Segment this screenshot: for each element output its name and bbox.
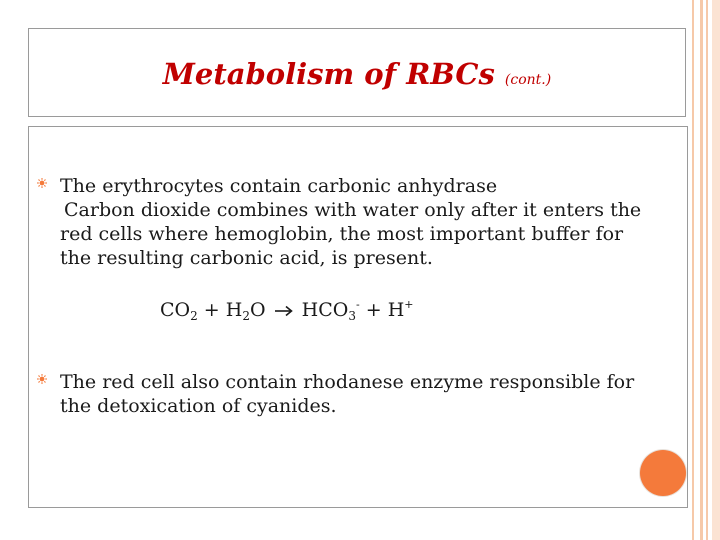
eq-hco-sup: - xyxy=(355,298,360,311)
right-arrow-icon xyxy=(274,299,294,321)
title-placeholder[interactable] xyxy=(28,28,686,117)
bullet-line: Carbon dioxide combines with water only after it enters the xyxy=(64,199,642,221)
eq-co: CO xyxy=(160,299,191,321)
bullet-item xyxy=(37,174,677,270)
bullet-line: the detoxication of cyanides. xyxy=(60,395,337,417)
decor-stripe xyxy=(700,0,703,540)
bullet-line: The erythrocytes contain carbonic anhydrase xyxy=(60,175,498,197)
eq-hco-sub: 3 xyxy=(348,309,356,323)
decor-stripe xyxy=(692,0,694,540)
eq-plus-h2: + H xyxy=(359,299,405,321)
eq-co-sub: 2 xyxy=(190,309,198,323)
decor-stripe xyxy=(706,0,708,540)
bullet-line: the resulting carbonic acid, is present. xyxy=(60,247,433,269)
slide-title-text: Metabolism of RBCs xyxy=(162,57,495,91)
slide-title-suffix: (cont.) xyxy=(504,72,552,88)
bullet-text xyxy=(60,174,677,270)
decor-circle xyxy=(640,450,686,496)
decor-stripe xyxy=(712,0,720,540)
bullet-line: The red cell also contain rhodanese enzyme responsible for xyxy=(60,371,635,393)
bullet-line: red cells where hemoglobin, the most important buffer for xyxy=(60,223,624,245)
eq-o: O xyxy=(249,299,266,321)
eq-h-sup: + xyxy=(404,298,414,311)
slide-title xyxy=(29,57,685,91)
eq-h-sub: 2 xyxy=(242,309,250,323)
eq-plus-h: + H xyxy=(197,299,243,321)
bullet-item xyxy=(37,370,677,418)
sun-bullet-icon xyxy=(37,374,47,384)
bullet-text xyxy=(60,370,677,418)
chemical-equation xyxy=(160,298,414,323)
sun-bullet-icon xyxy=(37,178,47,188)
eq-hco: HCO xyxy=(301,299,349,321)
